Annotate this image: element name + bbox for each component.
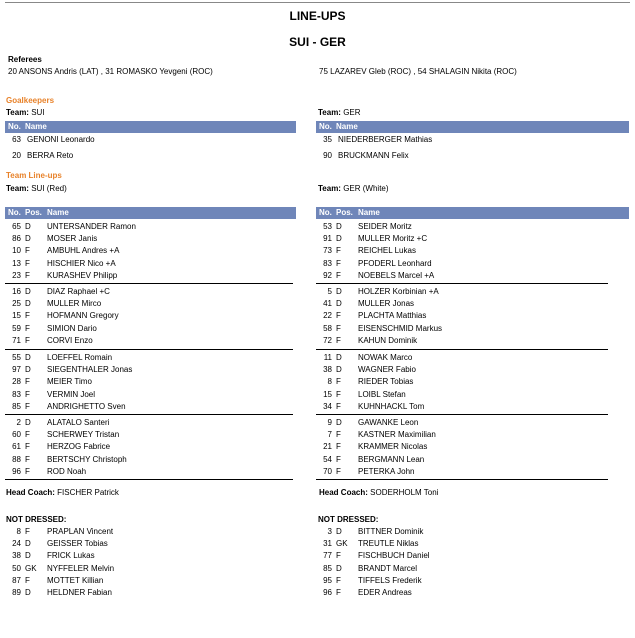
player-row <box>316 134 596 146</box>
player-name: REICHEL Lukas <box>358 246 416 256</box>
player-position: F <box>25 466 30 476</box>
player-row <box>316 417 596 429</box>
player-name: SCHERWEY Tristan <box>47 430 120 440</box>
player-number: 41 <box>323 299 332 309</box>
player-name: KURASHEV Philipp <box>47 270 118 280</box>
player-number: 85 <box>323 563 332 573</box>
player-name: MULLER Jonas <box>358 299 415 309</box>
player-row <box>316 352 596 364</box>
player-position: F <box>25 575 30 585</box>
player-number: 61 <box>12 442 21 452</box>
not-dressed-right-label: NOT DRESSED: <box>318 515 379 524</box>
goalkeepers-label: Goalkeepers <box>6 96 55 105</box>
player-position: D <box>25 551 31 561</box>
player-name: MEIER Timo <box>47 377 92 387</box>
player-position: D <box>25 234 31 244</box>
player-row <box>5 286 285 298</box>
player-position: F <box>336 323 341 333</box>
player-number: 58 <box>323 323 332 333</box>
player-name: BERTSCHY Christoph <box>47 454 127 464</box>
player-name: PETERKA John <box>358 466 415 476</box>
referees-right: 75 LAZAREV Gleb (ROC) , 54 SHALAGIN Nikita (ROC) <box>319 67 517 76</box>
player-row <box>316 376 596 388</box>
player-row <box>5 335 285 347</box>
player-number: 13 <box>12 258 21 268</box>
player-position: D <box>25 287 31 296</box>
player-position: GK <box>25 563 37 573</box>
player-number: 87 <box>12 575 21 585</box>
player-row <box>316 441 596 453</box>
player-name: BRANDT Marcel <box>358 563 417 573</box>
player-row <box>316 526 596 538</box>
line-separator <box>316 349 608 350</box>
player-name: KUHNHACKL Tom <box>358 401 425 411</box>
player-position: D <box>25 539 31 549</box>
player-name: FRICK Lukas <box>47 551 95 561</box>
player-number: 8 <box>327 377 332 387</box>
player-position: F <box>336 454 341 464</box>
player-row <box>316 538 596 550</box>
player-position: D <box>336 563 342 573</box>
player-name: EDER Andreas <box>358 588 412 597</box>
player-position: F <box>25 527 30 536</box>
player-row <box>5 134 285 146</box>
line-separator <box>316 283 608 284</box>
player-name: GAWANKE Leon <box>358 418 419 427</box>
player-number: 8 <box>16 527 21 536</box>
player-position: F <box>336 401 341 411</box>
player-name: KRAMMER Nicolas <box>358 442 428 452</box>
player-row <box>5 150 285 162</box>
player-number: 53 <box>323 222 332 231</box>
player-number: 90 <box>323 151 332 160</box>
player-name: NYFFELER Melvin <box>47 563 115 573</box>
player-position: D <box>336 234 342 244</box>
player-position: F <box>336 270 341 280</box>
lineup-left-team: Team: SUI (Red) <box>6 184 67 193</box>
player-name: ROD Noah <box>47 466 87 476</box>
player-number: 9 <box>327 418 332 427</box>
player-name: BERGMANN Lean <box>358 454 425 464</box>
player-name: TREUTLE Niklas <box>358 539 419 549</box>
player-position: F <box>25 335 30 345</box>
player-position: F <box>336 588 341 597</box>
player-number: 55 <box>12 353 21 362</box>
player-name: KASTNER Maximilian <box>358 430 436 440</box>
player-name: DIAZ Raphael +C <box>47 287 110 296</box>
player-number: 89 <box>12 588 21 597</box>
player-name: LOEFFEL Romain <box>47 353 113 362</box>
player-number: 31 <box>323 539 332 549</box>
referees-left: 20 ANSONS Andris (LAT) , 31 ROMASKO Yevgeni (ROC) <box>8 67 213 76</box>
player-name: HELDNER Fabian <box>47 588 112 597</box>
player-name: BERRA Reto <box>27 151 74 160</box>
player-row <box>316 270 596 282</box>
player-row <box>5 441 285 453</box>
player-number: 83 <box>323 258 332 268</box>
player-position: F <box>336 246 341 256</box>
player-name: SEIDER Moritz <box>358 222 412 231</box>
player-row <box>5 417 285 429</box>
player-position: D <box>25 588 31 597</box>
lineup-right-team: Team: GER (White) <box>318 184 389 193</box>
lineup-left-header: No. Pos. Name <box>5 207 296 219</box>
player-name: RIEDER Tobias <box>358 377 414 387</box>
player-number: 71 <box>12 335 21 345</box>
player-row <box>5 538 285 550</box>
player-name: BRUCKMANN Felix <box>338 151 409 160</box>
player-number: 25 <box>12 299 21 309</box>
player-row <box>5 389 285 401</box>
player-position: F <box>336 442 341 452</box>
player-row <box>5 310 285 322</box>
player-row <box>5 575 285 587</box>
player-number: 21 <box>323 442 332 452</box>
player-number: 34 <box>323 401 332 411</box>
player-position: D <box>336 222 342 231</box>
line-separator <box>5 283 293 284</box>
player-number: 15 <box>12 311 21 321</box>
player-number: 77 <box>323 551 332 561</box>
player-name: MULLER Mirco <box>47 299 102 309</box>
player-name: WAGNER Fabio <box>358 365 416 375</box>
player-number: 7 <box>327 430 332 440</box>
player-position: F <box>336 430 341 440</box>
player-name: GENONI Leonardo <box>27 135 95 144</box>
player-row <box>316 245 596 257</box>
line-separator <box>5 479 293 480</box>
line-separator <box>5 414 293 415</box>
player-row <box>5 401 285 413</box>
player-row <box>5 233 285 245</box>
player-row <box>316 550 596 562</box>
player-number: 22 <box>323 311 332 321</box>
player-position: D <box>336 365 342 375</box>
player-number: 85 <box>12 401 21 411</box>
line-separator <box>5 349 293 350</box>
player-number: 38 <box>12 551 21 561</box>
player-name: MULLER Moritz +C <box>358 234 428 244</box>
player-position: F <box>336 466 341 476</box>
player-position: F <box>336 575 341 585</box>
player-position: D <box>336 287 342 296</box>
player-number: 60 <box>12 430 21 440</box>
player-position: F <box>25 389 30 399</box>
player-row <box>316 298 596 310</box>
player-position: D <box>25 418 31 427</box>
player-number: 70 <box>323 466 332 476</box>
player-name: MOSER Janis <box>47 234 98 244</box>
gk-left-header: No. Name <box>5 121 296 133</box>
player-position: F <box>25 377 30 387</box>
line-separator <box>316 479 608 480</box>
player-number: 5 <box>327 287 332 296</box>
lineup-right-header: No. Pos. Name <box>316 207 629 219</box>
player-position: F <box>25 311 30 321</box>
player-position: D <box>336 418 342 427</box>
player-name: NOWAK Marco <box>358 353 413 362</box>
player-number: 28 <box>12 377 21 387</box>
player-number: 96 <box>323 588 332 597</box>
player-row <box>5 221 285 233</box>
player-number: 10 <box>12 246 21 256</box>
player-row <box>316 323 596 335</box>
line-separator <box>316 414 608 415</box>
player-number: 63 <box>12 135 21 144</box>
player-number: 72 <box>323 335 332 345</box>
player-number: 24 <box>12 539 21 549</box>
player-position: D <box>25 299 31 309</box>
player-position: D <box>336 299 342 309</box>
player-name: AMBUHL Andres +A <box>47 246 120 256</box>
left-head-coach: Head Coach: FISCHER Patrick <box>6 488 119 497</box>
player-row <box>316 587 596 599</box>
player-row <box>316 286 596 298</box>
player-row <box>316 563 596 575</box>
player-position: F <box>336 258 341 268</box>
player-name: ALATALO Santeri <box>47 418 110 427</box>
player-name: NOEBELS Marcel +A <box>358 270 435 280</box>
player-row <box>5 258 285 270</box>
player-number: 97 <box>12 365 21 375</box>
player-name: HISCHIER Nico +A <box>47 258 116 268</box>
player-position: D <box>25 353 31 362</box>
player-name: VERMIN Joel <box>47 389 96 399</box>
referees-label: Referees <box>8 55 42 64</box>
player-row <box>316 221 596 233</box>
player-position: D <box>336 527 342 536</box>
player-name: CORVI Enzo <box>47 335 93 345</box>
player-number: 92 <box>323 270 332 280</box>
player-number: 3 <box>327 527 332 536</box>
player-position: F <box>336 389 341 399</box>
player-row <box>5 298 285 310</box>
player-number: 88 <box>12 454 21 464</box>
player-name: PLACHTA Matthias <box>358 311 427 321</box>
player-number: 86 <box>12 234 21 244</box>
player-row <box>316 401 596 413</box>
player-number: 59 <box>12 323 21 333</box>
player-name: BITTNER Dominik <box>358 527 424 536</box>
player-row <box>5 526 285 538</box>
player-position: F <box>25 323 30 333</box>
player-number: 65 <box>12 222 21 231</box>
player-number: 20 <box>12 151 21 160</box>
page-title: LINE-UPS <box>289 9 346 23</box>
player-number: 16 <box>12 287 21 296</box>
player-position: F <box>25 258 30 268</box>
player-row <box>5 466 285 478</box>
player-row <box>5 429 285 441</box>
player-number: 91 <box>323 234 332 244</box>
player-row <box>5 587 285 599</box>
player-row <box>5 454 285 466</box>
gk-right-header: No. Name <box>316 121 629 133</box>
gk-right-team: Team: GER <box>318 108 361 117</box>
player-name: HERZOG Fabrice <box>47 442 111 452</box>
gk-left-team: Team: SUI <box>6 108 45 117</box>
player-name: MOTTET Killian <box>47 575 104 585</box>
player-position: D <box>336 353 342 362</box>
player-number: 38 <box>323 365 332 375</box>
match-title: SUI - GER <box>289 35 346 49</box>
player-number: 73 <box>323 246 332 256</box>
player-name: PFODERL Leonhard <box>358 258 432 268</box>
player-row <box>316 466 596 478</box>
player-name: ANDRIGHETTO Sven <box>47 401 126 411</box>
player-row <box>5 550 285 562</box>
player-position: F <box>25 430 30 440</box>
player-number: 83 <box>12 389 21 399</box>
top-rule <box>5 2 630 3</box>
player-number: 50 <box>12 563 21 573</box>
player-name: KAHUN Dominik <box>358 335 418 345</box>
player-position: F <box>336 377 341 387</box>
player-row <box>316 575 596 587</box>
player-row <box>316 429 596 441</box>
right-head-coach: Head Coach: SODERHOLM Toni <box>319 488 439 497</box>
player-number: 54 <box>323 454 332 464</box>
player-position: F <box>336 311 341 321</box>
player-number: 23 <box>12 270 21 280</box>
player-name: SIEGENTHALER Jonas <box>47 365 133 375</box>
player-row <box>316 364 596 376</box>
lineups-label: Team Line-ups <box>6 171 62 180</box>
player-name: LOIBL Stefan <box>358 389 406 399</box>
player-number: 95 <box>323 575 332 585</box>
player-position: D <box>25 365 31 375</box>
player-position: F <box>25 454 30 464</box>
player-row <box>316 335 596 347</box>
player-position: F <box>336 335 341 345</box>
player-name: FISCHBUCH Daniel <box>358 551 430 561</box>
player-position: F <box>25 270 30 280</box>
player-name: EISENSCHMID Markus <box>358 323 443 333</box>
player-position: D <box>25 222 31 231</box>
player-row <box>316 233 596 245</box>
player-row <box>316 389 596 401</box>
player-row <box>5 376 285 388</box>
player-row <box>316 310 596 322</box>
player-name: UNTERSANDER Ramon <box>47 222 136 231</box>
player-name: HOFMANN Gregory <box>47 311 119 321</box>
player-name: HOLZER Korbinian +A <box>358 287 439 296</box>
player-name: TIFFELS Frederik <box>358 575 422 585</box>
player-row <box>316 150 596 162</box>
player-row <box>5 563 285 575</box>
player-name: SIMION Dario <box>47 323 97 333</box>
player-position: GK <box>336 539 348 549</box>
player-name: PRAPLAN Vincent <box>47 527 114 536</box>
player-name: NIEDERBERGER Mathias <box>338 135 433 144</box>
player-number: 15 <box>323 389 332 399</box>
player-position: F <box>25 401 30 411</box>
not-dressed-left-label: NOT DRESSED: <box>6 515 67 524</box>
player-row <box>5 245 285 257</box>
player-row <box>5 270 285 282</box>
player-number: 2 <box>16 418 21 427</box>
player-number: 11 <box>323 353 332 362</box>
player-number: 96 <box>12 466 21 476</box>
player-row <box>5 323 285 335</box>
player-position: F <box>336 551 341 561</box>
player-row <box>316 454 596 466</box>
player-row <box>5 364 285 376</box>
player-name: GEISSER Tobias <box>47 539 108 549</box>
player-row <box>5 352 285 364</box>
player-position: F <box>25 442 30 452</box>
player-position: F <box>25 246 30 256</box>
player-number: 35 <box>323 135 332 144</box>
player-row <box>316 258 596 270</box>
